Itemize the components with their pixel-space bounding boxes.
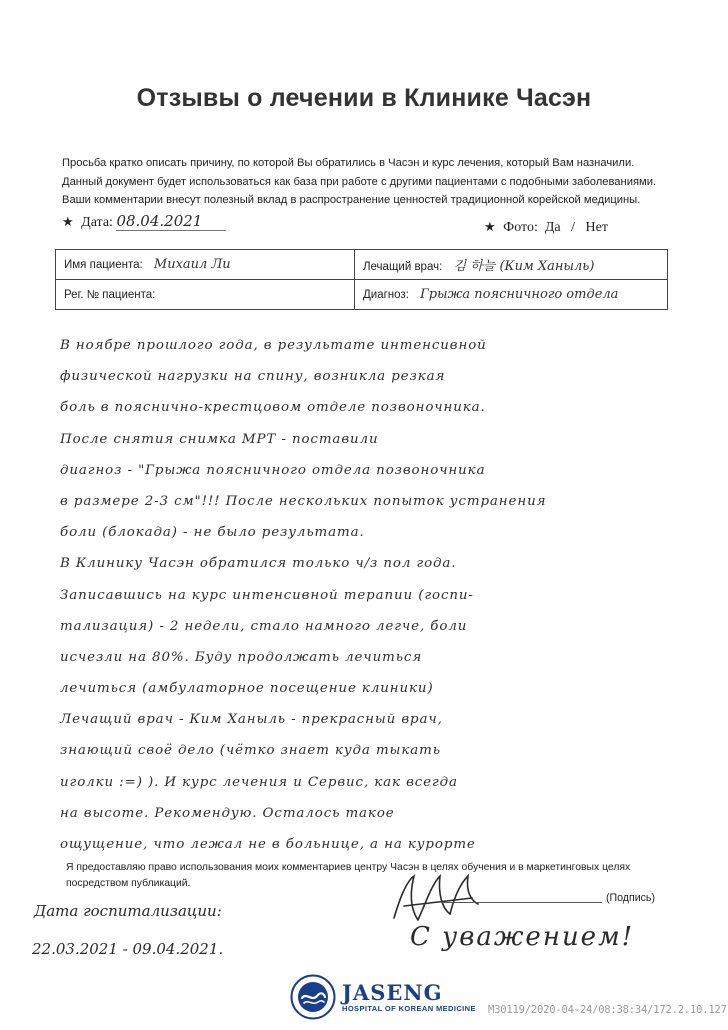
reg-number-cell [56,280,355,310]
letter-line: боли (блокада) - не было результата. [60,525,365,541]
photo-no: Нет [585,220,608,235]
letter-line: иголки :=) ). И курс лечения и Сервис, как всегда [60,774,458,790]
letter-line: исчезли на 80%. Буду продолжать лечиться [60,649,423,665]
signature-label: (Подпись) [606,892,655,904]
date-value: 08.04.2021 [116,212,226,231]
letter-line: боль в пояснично-крестцовом отделе позвоночника. [60,400,486,416]
diagnosis-value: Грыжа поясничного отдела [420,287,619,302]
hospitalization-label: Дата госпитализации: [34,902,222,920]
patient-info-table [55,249,668,310]
star-icon: ★ [62,214,74,229]
intro-line: Данный документ будет использоваться как база при работе с другими пациентами с подобными заболеваниями. [62,175,657,188]
patient-name-cell [56,250,355,280]
letter-line: знающий своё дело (чётко знает куда тыкать [60,743,441,759]
letter-line: В Клинику Часэн обратился только ч/з пол года. [60,556,457,572]
patient-name-label: Имя пациента: [64,259,143,271]
letter-line: Записавшись на курс интенсивной терапии (госпи- [60,587,474,603]
clinic-logo [290,974,476,1020]
consent-text: Я предоставляю право использования моих комментариев центру Часэн в целях обучения и в маркетинговых целях посредством публикаций. [66,862,631,889]
page-title: Отзывы о лечении в Клинике Часэн [136,84,592,112]
scan-stamp: M30119/2020-04-24/08:38:34/172.2.10.127 [488,1004,727,1016]
closing-greeting: С уважением! [410,922,635,952]
star-icon: ★ [484,219,496,234]
letter-line: тализация) - 2 недели, стало намного легче, боли [60,618,468,634]
handwritten-letter [60,330,700,860]
logo-name: JASENG [342,979,443,1005]
date-row [62,212,226,231]
letter-line: физической нагрузки на спину, возникла резкая [60,369,446,385]
letter-line: После снятия снимка МРТ - поставили [60,431,379,447]
letter-line: диагноз - "Грыжа поясничного отдела позвоночника [60,462,486,478]
signature-scribble [380,868,500,928]
diagnosis-label: Диагноз: [363,289,409,301]
intro-line: Ваши комментарии внесут полезный вклад в распространение ценностей традиционной корейской медицины. [62,194,641,206]
signature-line [442,902,602,903]
letter-line: на высоте. Рекомендую. Осталось такое [60,805,395,821]
logo-subtitle: HOSPITAL OF KOREAN MEDICINE [342,1003,476,1013]
patient-name-value: Михаил Ли [153,257,231,272]
intro-text [62,154,682,210]
photo-row [484,219,608,236]
date-label: Дата: [81,215,113,230]
letter-line: В ноябре прошлого года, в результате интенсивной [60,338,487,353]
intro-line: Просьба кратко описать причину, по которой Вы обратились в Часэн и курс лечения, который Вам назначили. [62,157,635,169]
jaseng-emblem-icon [290,974,336,1020]
letter-line: ощущение, что лежал не в больнице, а на курорте [60,837,476,852]
doctor-label: Лечащий врач: [363,261,443,273]
doctor-value: 김 하늘 (Ким Ханыль) [453,259,595,274]
doctor-cell [355,250,668,280]
hospitalization-dates: 22.03.2021 - 09.04.2021. [32,940,224,958]
letter-line: лечиться (амбулаторное посещение клиники) [60,681,434,697]
reg-number-label: Рег. № пациента: [64,289,156,301]
photo-yes: Да [544,220,561,235]
diagnosis-cell [355,280,668,310]
logo-text [342,979,476,1013]
photo-label: Фото: [503,220,538,235]
letter-line: в размере 2-3 см"!!! После нескольких попыток устранения [60,493,547,509]
letter-line: Лечащий врач - Ким Ханыль - прекрасный врач, [60,712,443,728]
photo-separator: / [571,220,576,235]
